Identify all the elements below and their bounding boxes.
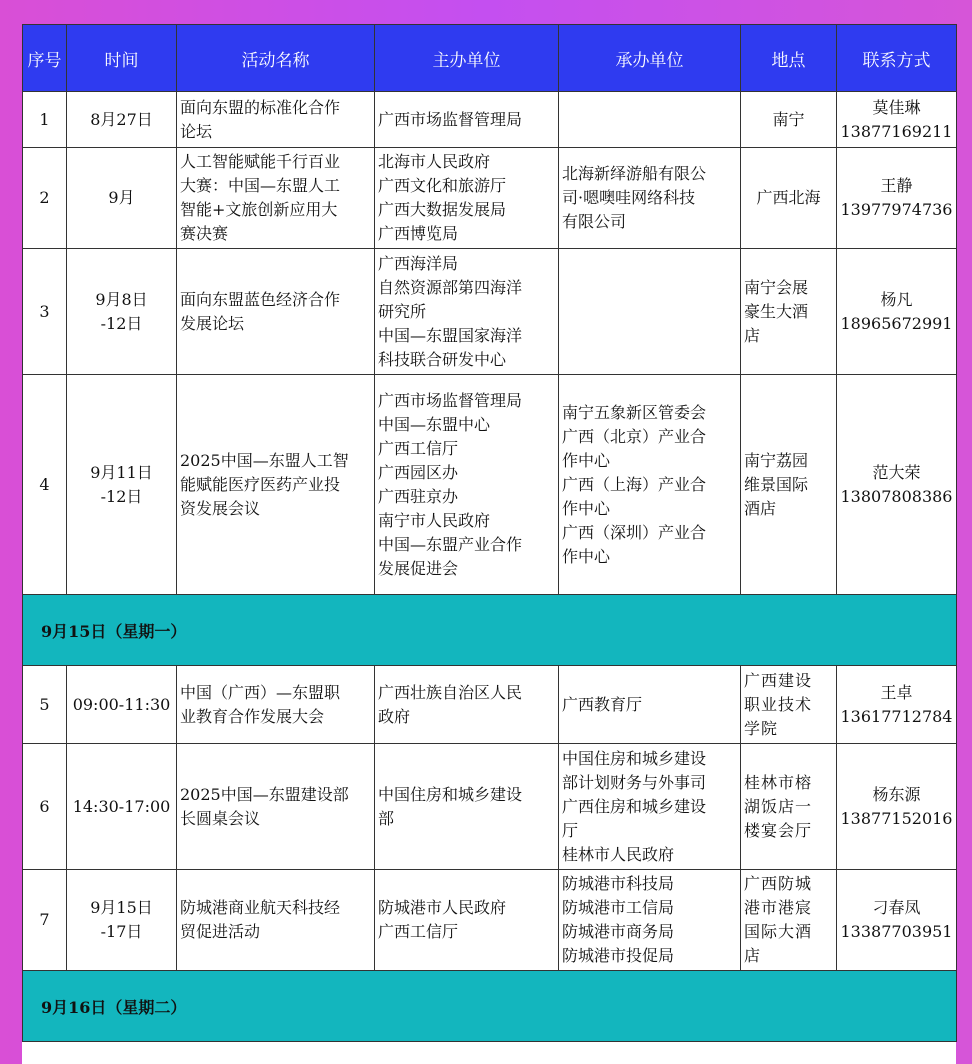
cell-place: 广西北海 — [741, 148, 837, 249]
cell-name: 2025中国—东盟建设部 长圆桌会议 — [177, 744, 375, 870]
cell-no: 4 — [23, 375, 67, 595]
day-heading: 9月16日（星期二） — [23, 971, 957, 1042]
cell-no: 3 — [23, 249, 67, 375]
cell-contact: 莫佳琳 13877169211 — [837, 92, 957, 148]
cell-host: 广西壮族自治区人民 政府 — [375, 666, 559, 744]
cell-no: 2 — [23, 148, 67, 249]
cell-host: 中国住房和城乡建设 部 — [375, 744, 559, 870]
col-header-no: 序号 — [23, 25, 67, 92]
cell-name: 防城港商业航天科技经 贸促进活动 — [177, 870, 375, 971]
cell-name: 面向东盟蓝色经济合作 发展论坛 — [177, 249, 375, 375]
schedule-sheet — [22, 24, 956, 1064]
cell-place: 南宁荔园 维景国际 酒店 — [741, 375, 837, 595]
cell-time: 9月15日 -17日 — [67, 870, 177, 971]
col-header-contact: 联系方式 — [837, 25, 957, 92]
col-header-organizer: 承办单位 — [559, 25, 741, 92]
cell-contact: 王静 13977974736 — [837, 148, 957, 249]
table-row — [23, 249, 957, 375]
cell-no: 5 — [23, 666, 67, 744]
cell-place: 南宁会展 豪生大酒 店 — [741, 249, 837, 375]
day-heading: 9月15日（星期一） — [23, 595, 957, 666]
cell-no: 7 — [23, 870, 67, 971]
table-row — [23, 375, 957, 595]
cell-organizer: 中国住房和城乡建设 部计划财务与外事司 广西住房和城乡建设 厅 桂林市人民政府 — [559, 744, 741, 870]
cell-place: 广西建设 职业技术 学院 — [741, 666, 837, 744]
cell-contact: 范大荣 13807808386 — [837, 375, 957, 595]
cell-name: 2025中国—东盟人工智 能赋能医疗医药产业投 资发展会议 — [177, 375, 375, 595]
cell-time: 9月8日 -12日 — [67, 249, 177, 375]
cell-no: 6 — [23, 744, 67, 870]
day-separator-row — [23, 971, 957, 1042]
cell-host: 防城港市人民政府 广西工信厅 — [375, 870, 559, 971]
cell-time: 09:00-11:30 — [67, 666, 177, 744]
cell-time: 14:30-17:00 — [67, 744, 177, 870]
cell-organizer — [559, 249, 741, 375]
col-header-host: 主办单位 — [375, 25, 559, 92]
cell-contact: 刁春凤 13387703951 — [837, 870, 957, 971]
cell-organizer: 广西教育厅 — [559, 666, 741, 744]
table-row — [23, 666, 957, 744]
cell-name: 人工智能赋能千行百业 大赛：中国—东盟人工 智能+文旅创新应用大 赛决赛 — [177, 148, 375, 249]
table-row — [23, 148, 957, 249]
cell-host: 广西市场监督管理局 — [375, 92, 559, 148]
cell-host: 广西市场监督管理局 中国—东盟中心 广西工信厅 广西园区办 广西驻京办 南宁市人民政府 中国—东盟产业合作 发展促进会 — [375, 375, 559, 595]
cell-organizer: 北海新绎游船有限公 司·嗯噢哇网络科技 有限公司 — [559, 148, 741, 249]
cell-organizer — [559, 92, 741, 148]
cell-place: 桂林市榕 湖饭店一 楼宴会厅 — [741, 744, 837, 870]
table-row — [23, 870, 957, 971]
cell-host: 北海市人民政府 广西文化和旅游厅 广西大数据发展局 广西博览局 — [375, 148, 559, 249]
cell-name: 面向东盟的标准化合作 论坛 — [177, 92, 375, 148]
table-row — [23, 744, 957, 870]
day-separator-row — [23, 595, 957, 666]
cell-time: 8月27日 — [67, 92, 177, 148]
cell-place: 广西防城 港市港宸 国际大酒 店 — [741, 870, 837, 971]
cell-time: 9月 — [67, 148, 177, 249]
col-header-place: 地点 — [741, 25, 837, 92]
cell-contact: 杨凡 18965672991 — [837, 249, 957, 375]
cell-host: 广西海洋局 自然资源部第四海洋 研究所 中国—东盟国家海洋 科技联合研发中心 — [375, 249, 559, 375]
cell-organizer: 南宁五象新区管委会 广西（北京）产业合 作中心 广西（上海）产业合 作中心 广西（深圳）产业合 作中心 — [559, 375, 741, 595]
cell-contact: 杨东源 13877152016 — [837, 744, 957, 870]
cell-contact: 王卓 13617712784 — [837, 666, 957, 744]
col-header-time: 时间 — [67, 25, 177, 92]
cell-time: 9月11日 -12日 — [67, 375, 177, 595]
header-row — [23, 25, 957, 92]
cell-place: 南宁 — [741, 92, 837, 148]
cell-no: 1 — [23, 92, 67, 148]
col-header-name: 活动名称 — [177, 25, 375, 92]
cell-organizer: 防城港市科技局 防城港市工信局 防城港市商务局 防城港市投促局 — [559, 870, 741, 971]
table-row — [23, 92, 957, 148]
schedule-table — [22, 24, 957, 1042]
cell-name: 中国（广西）—东盟职 业教育合作发展大会 — [177, 666, 375, 744]
